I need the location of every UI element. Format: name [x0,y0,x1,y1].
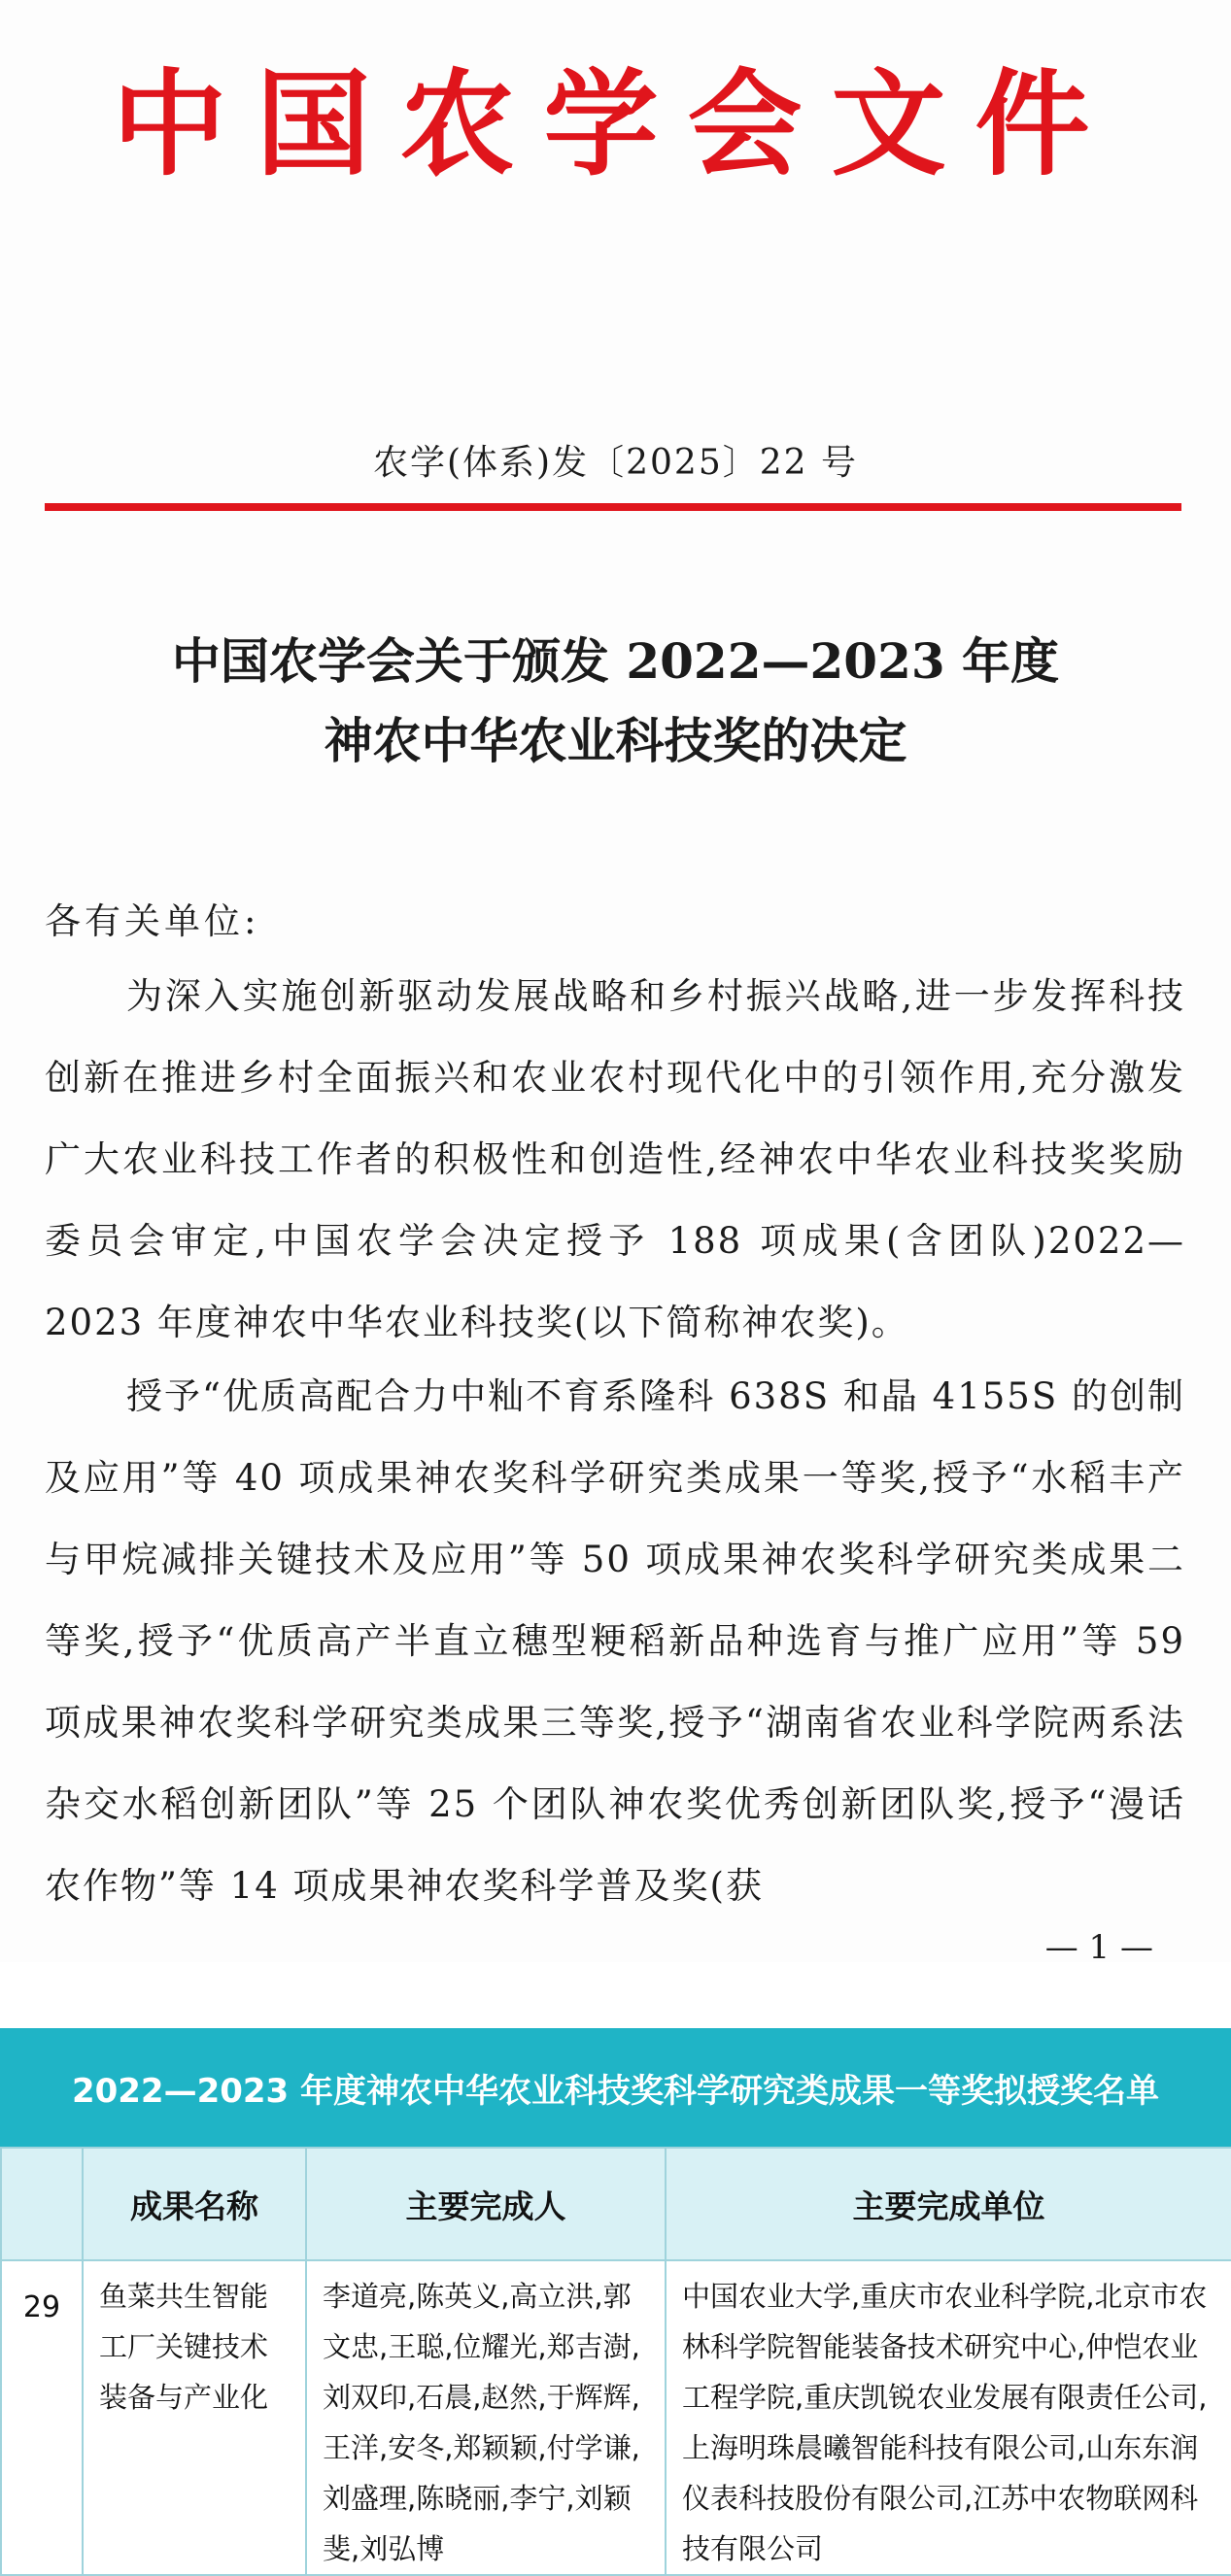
table-row [1,2260,1231,2575]
document-number: 农学(体系)发〔2025〕22 号 [373,443,858,483]
masthead: 中国农学会文件 [112,56,1119,191]
salutation: 各有关单位: [45,900,260,942]
header-units: 主要完成单位 [666,2148,1231,2260]
red-divider [45,503,1181,511]
title-line-2: 神农中华农业科技奖的决定 [324,712,907,769]
cell-people: 李道亮,陈英义,高立洪,郭文忠,王聪,位耀光,郑吉澍,刘双印,石晨,赵然,于辉辉,王洋,安冬,郑颖颖,付学谦,刘盛理,陈晓丽,李宁,刘颖斐,刘弘博 [306,2260,666,2575]
paragraph-2-text: 授予“优质高配合力中籼不育系隆科 638S 和晶 4155S 的创制及应用”等 40 项成果神农奖科学研究类成果一等奖,授予“水稻丰产与甲烷减排关键技术及应用”等 50 项成果神农奖科学研究类成果二等奖,授予“优质高产半直立穗型粳稻新品种选育与推广应用”等 59 项成果神农奖科学研究类成果三等奖,授予“湖南省农业科学院两系法杂交水稻创新团队”等 25 个团队神农奖优秀创新团队奖,授予“漫话农作物”等 14 项成果神农奖科学普及奖(获 [45,1375,1185,1907]
award-list-section [0,2028,1231,2563]
table-header-row [1,2148,1231,2260]
cell-name: 鱼菜共生智能工厂关键技术装备与产业化 [83,2260,306,2575]
cell-units: 中国农业大学,重庆市农业科学院,北京市农林科学院智能装备技术研究中心,仲恺农业工程学院,重庆凯锐农业发展有限责任公司,上海明珠晨曦智能科技有限公司,山东东润仪表科技股份有限公司,江苏中农物联网科技有限公司 [666,2260,1231,2575]
paragraph-1 [45,956,1185,1364]
paragraph-2 [45,1356,1185,1927]
paragraph-1-text: 为深入实施创新驱动发展战略和乡村振兴战略,进一步发挥科技创新在推进乡村全面振兴和农业农村现代化中的引领作用,充分激发广大农业科技工作者的积极性和创造性,经神农中华农业科技奖奖励委员会审定,中国农学会决定授予 188 项成果(含团队)2022—2023 年度神农中华农业科技奖(以下简称神农奖)。 [45,975,1185,1343]
award-list-title: 2022—2023 年度神农中华农业科技奖科学研究类成果一等奖拟授奖名单 [0,2028,1231,2147]
title-line-1: 中国农学会关于颁发 2022—2023 年度 [171,632,1060,690]
header-no [1,2148,83,2260]
header-people: 主要完成人 [306,2148,666,2260]
header-name: 成果名称 [83,2148,306,2260]
cell-no: 29 [1,2260,83,2575]
page-number: — 1 — [1044,1928,1153,1967]
document-title [0,622,1231,781]
award-table [0,2147,1231,2576]
